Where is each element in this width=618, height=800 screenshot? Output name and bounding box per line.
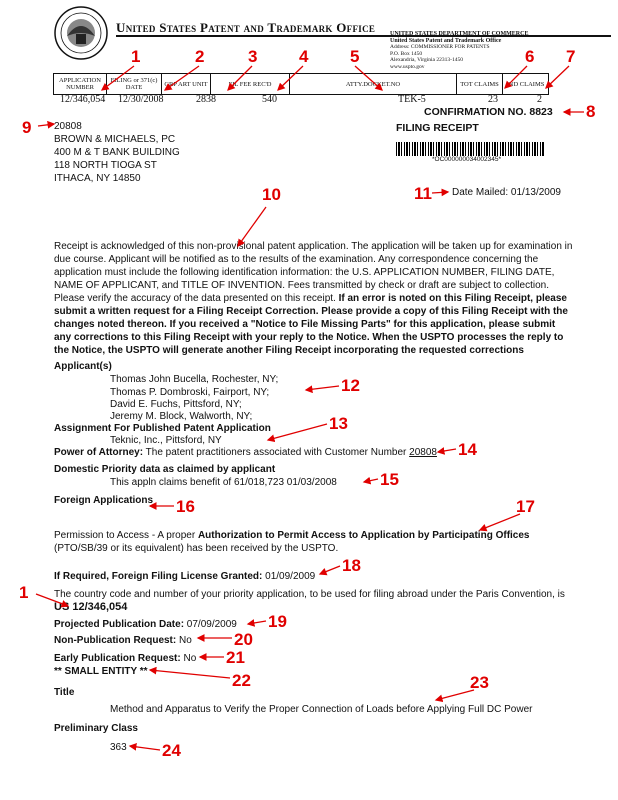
address-line: 400 M & T BANK BUILDING — [54, 147, 180, 158]
address-line: BROWN & MICHAELS, PC — [54, 134, 176, 145]
callout-number: 10 — [262, 185, 281, 204]
permission-text: Permission to Access - A proper — [54, 530, 198, 541]
col-application-number: APPLICATION NUMBER — [54, 74, 107, 95]
dept-line: www.uspto.gov — [390, 63, 425, 70]
callout-number: 15 — [380, 470, 399, 489]
assignment-value: Teknic, Inc., Pittsford, NY — [110, 435, 222, 446]
dept-line: Address: COMMISSIONER FOR PATENTS — [390, 44, 490, 50]
poa-label: Power of Attorney: — [54, 447, 144, 458]
col-attorney-docket: ATTY.DOCKET.NO — [290, 74, 457, 95]
callout-number: 19 — [268, 612, 287, 631]
title-label: Title — [54, 687, 75, 698]
callout-number: 13 — [329, 414, 348, 433]
intro-bold-text: If an error is noted on this Filing Receipt, please submit a written request for a Filing Receipt Correction. Please provide a copy of this Filing Receipt with the changes noted thereon. If you received a "Notice to File Missing Parts" for this application, please submit any corrections to this Filing Receipt with your reply to the Notice. When the USPTO processes the reply to the Notice, the USPTO will generate another Filing Receipt incorporating the requested corrections — [54, 293, 568, 356]
callout-number: 1 — [131, 47, 141, 66]
filing-receipt-heading: FILING RECEIPT — [396, 122, 479, 134]
dept-line: UNITED STATES DEPARTMENT OF COMMERCE — [390, 31, 529, 37]
callout-number: 20 — [234, 630, 253, 649]
callout-number: 3 — [248, 47, 258, 66]
intro-text: Receipt is acknowledged of this non-provisional patent application. The application will be taken up for examination in due course. Applicant will be notified as to the results of the examination. Any correspondence concerning the application must include the following identification information: the U.S. APPLICATION NUMBER, FILING DATE, NAME OF APPLICANT, and TITLE OF INVENTION. Fees transmitted by check or draft are subject to collection. Please verify the accuracy of the data presented on this receipt. — [54, 241, 573, 304]
address-line: ITHACA, NY 14850 — [54, 173, 141, 184]
office-title: United States Patent and Trademark Office — [116, 20, 376, 35]
applicant: Thomas John Bucella, Rochester, NY; — [110, 374, 279, 385]
callout-number: 2 — [195, 47, 205, 66]
independent-claims-value: 2 — [537, 94, 542, 105]
poa-text: The patent practitioners associated with Customer Number — [143, 447, 410, 458]
pub-date-value: 07/09/2009 — [184, 619, 237, 630]
filing-date-value: 12/30/2008 — [118, 94, 164, 105]
callout-number: 7 — [566, 47, 576, 66]
callout-number: 1 — [19, 583, 29, 602]
callout-number: 22 — [232, 671, 251, 690]
nonpub-label: Non-Publication Request: — [54, 635, 177, 646]
callout-number: 14 — [458, 440, 477, 459]
poa-customer-number: 20808 — [409, 447, 437, 458]
col-group-art-unit: GRP ART UNIT — [162, 74, 211, 95]
preliminary-class-value: 363 — [110, 742, 127, 753]
paris-value: US 12/346,054 — [54, 601, 128, 613]
license-label: If Required, Foreign Filing License Granted: — [54, 571, 263, 582]
applicants-label: Applicant(s) — [54, 361, 112, 372]
preliminary-class-label: Preliminary Class — [54, 723, 138, 734]
permission-text-end: (PTO/SB/39 or its equivalent) has been received by the USPTO. — [54, 543, 339, 554]
barcode-text: *OC000000034002345* — [432, 156, 502, 163]
callout-number: 4 — [299, 47, 309, 66]
pub-date-label: Projected Publication Date: — [54, 619, 185, 630]
docket-value: TEK-5 — [398, 94, 426, 105]
callout-number: 6 — [525, 47, 535, 66]
callout-number: 9 — [22, 118, 32, 137]
date-mailed: Date Mailed: 01/13/2009 — [452, 187, 561, 198]
total-claims-value: 23 — [488, 94, 498, 105]
col-total-claims: TOT CLAIMS — [457, 74, 503, 95]
domestic-priority-value: This appln claims benefit of 61/018,723 01/03/2008 — [110, 477, 337, 488]
callout-number: 18 — [342, 556, 361, 575]
col-independent-claims: IND CLAIMS — [503, 74, 549, 95]
callout-number: 16 — [176, 497, 195, 516]
applicant: David E. Fuchs, Pittsford, NY; — [110, 399, 242, 410]
dept-line: Alexandria, Virginia 22313-1450 — [390, 57, 463, 63]
invention-title: Method and Apparatus to Verify the Proper Connection of Loads before Applying Full DC Power — [110, 704, 533, 715]
filing-fee-value: 540 — [262, 94, 277, 105]
small-entity: ** SMALL ENTITY ** — [54, 666, 148, 677]
callout-number: 11 — [414, 184, 432, 203]
dept-line: United States Patent and Trademark Office — [390, 37, 502, 44]
dept-line: P.O. Box 1450 — [390, 50, 423, 57]
early-value: No — [180, 653, 197, 664]
confirmation-number: CONFIRMATION NO. 8823 — [424, 106, 553, 118]
early-label: Early Publication Request: — [54, 653, 181, 664]
callout-number: 17 — [516, 497, 535, 516]
address-line: 118 NORTH TIOGA ST — [54, 160, 157, 171]
domestic-priority-label: Domestic Priority data as claimed by applicant — [54, 464, 276, 475]
col-filing-date: FILING or 371(c) DATE — [107, 74, 162, 95]
callout-number: 12 — [341, 376, 360, 395]
assignment-label: Assignment For Published Patent Application — [54, 423, 271, 434]
col-filing-fee: FIL FEE REC'D — [211, 74, 290, 95]
foreign-applications-label: Foreign Applications — [54, 495, 154, 506]
callout-number: 5 — [350, 47, 360, 66]
application-number-value: 12/346,054 — [60, 94, 106, 105]
applicant: Thomas P. Dombroski, Fairport, NY; — [110, 387, 270, 398]
art-unit-value: 2838 — [196, 94, 216, 105]
applicant: Jeremy M. Block, Walworth, NY; — [110, 411, 253, 422]
callout-number: 8 — [586, 102, 596, 121]
nonpub-value: No — [176, 635, 192, 646]
callout-number: 24 — [162, 741, 181, 760]
license-value: 01/09/2009 — [262, 571, 316, 582]
permission-bold-text: Authorization to Permit Access to Application by Participating Offices — [197, 530, 530, 541]
callout-number: 21 — [226, 648, 245, 667]
callout-number: 23 — [470, 673, 489, 692]
customer-number: 20808 — [54, 121, 82, 132]
paris-text: The country code and number of your priority application, to be used for filing abroad under the Paris Convention, is — [54, 589, 565, 600]
